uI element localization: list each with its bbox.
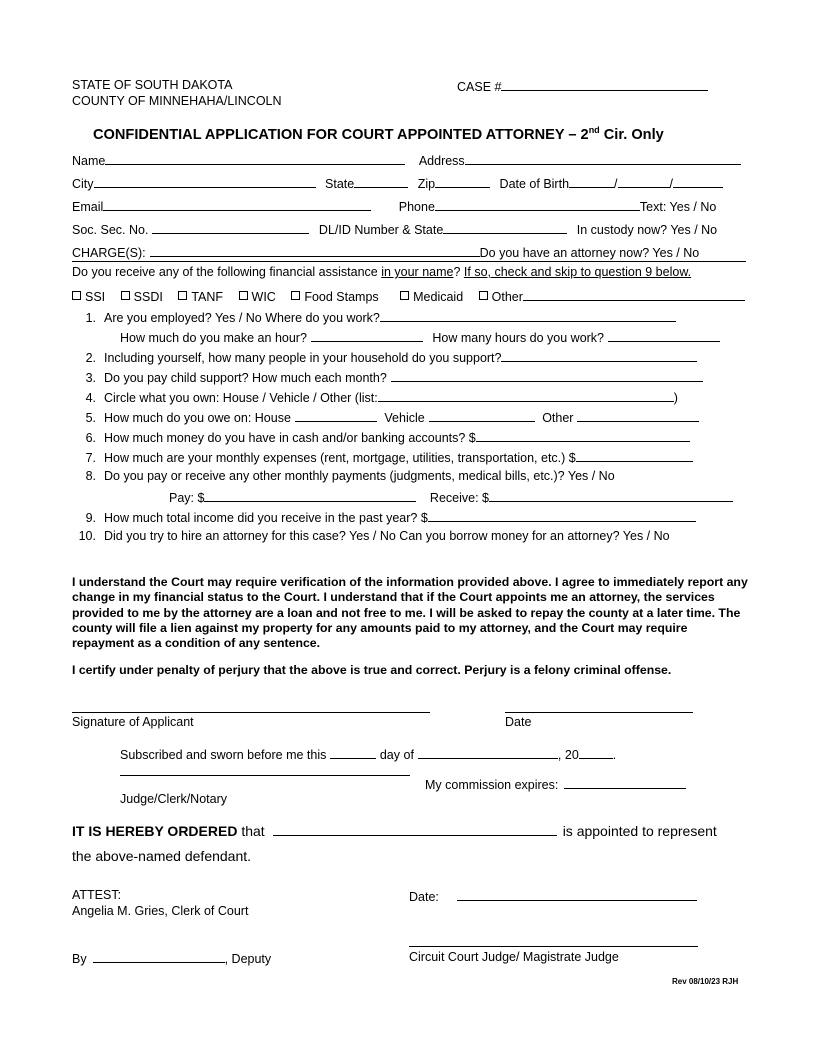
order-date-field: Date: <box>409 888 697 904</box>
checkbox-icon[interactable] <box>178 291 187 300</box>
checkbox-wic[interactable]: WIC <box>239 290 276 304</box>
question-3: 3. Do you pay child support? How much each month? <box>72 369 703 385</box>
state-label: STATE OF SOUTH DAKOTA <box>72 78 233 92</box>
dob-separator: / <box>614 177 618 191</box>
state-input[interactable] <box>354 175 408 188</box>
email-label: Email <box>72 200 104 214</box>
annual-income-input[interactable] <box>428 509 696 522</box>
phone-label: Phone <box>398 200 435 214</box>
assistance-question-mid: ? <box>453 265 464 279</box>
question-1b: How much do you make an hour? How many hours do you work? <box>120 329 720 345</box>
dob-label: Date of Birth <box>499 177 570 191</box>
checkbox-tanf[interactable]: TANF <box>178 290 223 304</box>
charges-input[interactable] <box>150 244 480 257</box>
city-row <box>72 175 744 191</box>
attest-label: ATTEST: <box>72 888 122 902</box>
form-title-main: CONFIDENTIAL APPLICATION FOR COURT APPOINTED ATTORNEY – 2 <box>93 126 589 143</box>
other-owed-input[interactable] <box>577 409 699 422</box>
case-number-line[interactable] <box>501 78 708 91</box>
checkbox-icon[interactable] <box>72 291 81 300</box>
email-row <box>72 198 744 214</box>
question-8: 8. Do you pay or receive any other monthly payments (judgments, medical bills, etc.)? Yes / No <box>85 469 615 483</box>
question-4: 4. Circle what you own: House / Vehicle / Other (list: ) <box>85 391 678 405</box>
sworn-month-input[interactable] <box>418 746 558 759</box>
dob-month-input[interactable] <box>569 175 614 188</box>
checkbox-food-stamps[interactable]: Food Stamps <box>291 290 378 304</box>
child-support-input[interactable] <box>391 369 703 382</box>
checkbox-icon[interactable] <box>239 291 248 300</box>
name-address-row <box>72 152 744 168</box>
form-title <box>93 125 664 143</box>
signature-date-line[interactable] <box>505 700 693 713</box>
assistance-options <box>72 288 744 304</box>
city-input[interactable] <box>94 175 316 188</box>
name-label: Name <box>72 154 106 168</box>
section-divider <box>72 261 746 262</box>
checkbox-medicaid[interactable]: Medicaid <box>400 290 463 304</box>
name-input[interactable] <box>105 152 405 165</box>
dob-day-input[interactable] <box>618 175 670 188</box>
assistance-question <box>72 265 744 279</box>
house-owed-input[interactable] <box>295 409 377 422</box>
dl-input[interactable] <box>443 221 567 234</box>
sworn-day-input[interactable] <box>330 746 376 759</box>
household-size-input[interactable] <box>501 349 697 362</box>
vehicle-owed-input[interactable] <box>429 409 535 422</box>
zip-input[interactable] <box>435 175 490 188</box>
deputy-field: By , Deputy <box>72 952 272 966</box>
case-number-label: CASE # <box>457 80 502 94</box>
city-label: City <box>72 177 94 191</box>
text-ok-label[interactable]: Text: Yes / No <box>639 200 717 214</box>
sworn-year-input[interactable] <box>579 746 613 759</box>
notary-label: Judge/Clerk/Notary <box>120 792 227 806</box>
employer-input[interactable] <box>380 309 676 322</box>
appointed-attorney-input[interactable] <box>273 822 557 836</box>
cash-input[interactable] <box>476 429 690 442</box>
checkbox-other[interactable]: Other <box>479 290 523 304</box>
question-2: 2. Including yourself, how many people in your household do you support? <box>72 349 697 365</box>
receive-amount-input[interactable] <box>489 489 733 502</box>
charges-row <box>72 244 744 260</box>
date-label: Date <box>505 715 532 729</box>
perjury-certification: I certify under penalty of perjury that the above is true and correct. Perjury is a felony criminal offense. <box>72 663 672 677</box>
order-lead: IT IS HEREBY ORDERED <box>72 823 238 839</box>
notary-signature-line[interactable] <box>120 763 410 776</box>
checkbox-icon[interactable] <box>121 291 130 300</box>
assets-input[interactable] <box>378 389 674 402</box>
form-title-superscript: nd <box>588 125 600 135</box>
custody-label[interactable]: In custody now? Yes / No <box>576 223 718 237</box>
commission-field: My commission expires: <box>425 776 686 792</box>
judge-signature-line[interactable] <box>409 934 698 947</box>
applicant-signature-line[interactable] <box>72 700 430 713</box>
question-10: 10. Did you try to hire an attorney for this case? Yes / No Can you borrow money for an attorney? Yes / No <box>78 529 670 543</box>
form-title-suffix: Cir. Only <box>599 126 664 143</box>
assistance-skip-instruction: If so, check and skip to question 9 below. <box>463 265 692 279</box>
order-date-input[interactable] <box>457 888 697 901</box>
attorney-now-label[interactable]: Do you have an attorney now? Yes / No <box>479 246 700 260</box>
question-8b: Pay: $ Receive: $ <box>169 489 733 505</box>
charges-label: CHARGE(S): <box>72 246 146 260</box>
hourly-wage-input[interactable] <box>311 329 423 342</box>
assistance-question-emphasis: in your name <box>381 265 454 279</box>
checkbox-ssi[interactable]: SSI <box>72 290 105 304</box>
question-9: 9. How much total income did you receive in the past year? $ <box>72 509 696 525</box>
clerk-name: Angelia M. Gries, Clerk of Court <box>72 904 249 918</box>
pay-amount-input[interactable] <box>204 489 416 502</box>
address-label: Address <box>418 154 465 168</box>
state-field-label: State <box>325 177 355 191</box>
case-number-field[interactable] <box>457 78 708 94</box>
checkbox-icon[interactable] <box>291 291 300 300</box>
revision-label: Rev 08/10/23 RJH <box>672 977 739 986</box>
county-label: COUNTY OF MINNEHAHA/LINCOLN <box>72 94 282 108</box>
question-7: 7. How much are your monthly expenses (rent, mortgage, utilities, transportation, etc.) $ <box>72 449 693 465</box>
checkbox-ssdi[interactable]: SSDI <box>121 290 163 304</box>
order-continuation: the above-named defendant. <box>72 848 252 864</box>
monthly-expenses-input[interactable] <box>576 449 693 462</box>
other-assistance-input[interactable] <box>523 288 745 301</box>
checkbox-icon[interactable] <box>479 291 488 300</box>
acknowledgment-paragraph: I understand the Court may require verification of the information provided above. I agree to immediately report any change in my financial status to the Court. I understand that if the Court appoints me an attorney, the services provided to me by the attorney are a loan and not free to me. I will be asked to repay the county at a later time. The county will file a lien against my property for any amounts paid to my attorney, and the Court may require repayment as a condition of any sentence. <box>72 575 748 651</box>
email-input[interactable] <box>103 198 371 211</box>
ssn-input[interactable] <box>152 221 309 234</box>
ssn-label: Soc. Sec. No. <box>72 223 149 237</box>
judge-label: Circuit Court Judge/ Magistrate Judge <box>409 950 619 964</box>
question-1: 1. Are you employed? Yes / No Where do you work? <box>72 309 676 325</box>
assistance-question-text: Do you receive any of the following financial assistance <box>72 265 382 279</box>
dl-label: DL/ID Number & State <box>318 223 444 237</box>
deputy-signature-input[interactable] <box>93 950 225 963</box>
address-input[interactable] <box>465 152 741 165</box>
phone-input[interactable] <box>435 198 640 211</box>
question-5: 5. How much do you owe on: House Vehicle Other <box>72 409 699 425</box>
hours-worked-input[interactable] <box>608 329 720 342</box>
appointment-order: IT IS HEREBY ORDERED that is appointed to represent <box>72 823 717 839</box>
signature-label: Signature of Applicant <box>72 715 194 729</box>
ssn-row <box>72 221 744 237</box>
dob-year-input[interactable] <box>673 175 723 188</box>
question-6: 6. How much money do you have in cash and/or banking accounts? $ <box>72 429 690 445</box>
commission-expires-input[interactable] <box>564 776 686 789</box>
dob-separator: / <box>669 177 673 191</box>
sworn-statement: Subscribed and sworn before me this day of , 20 . <box>120 748 617 762</box>
zip-label: Zip <box>417 177 436 191</box>
checkbox-icon[interactable] <box>400 291 409 300</box>
